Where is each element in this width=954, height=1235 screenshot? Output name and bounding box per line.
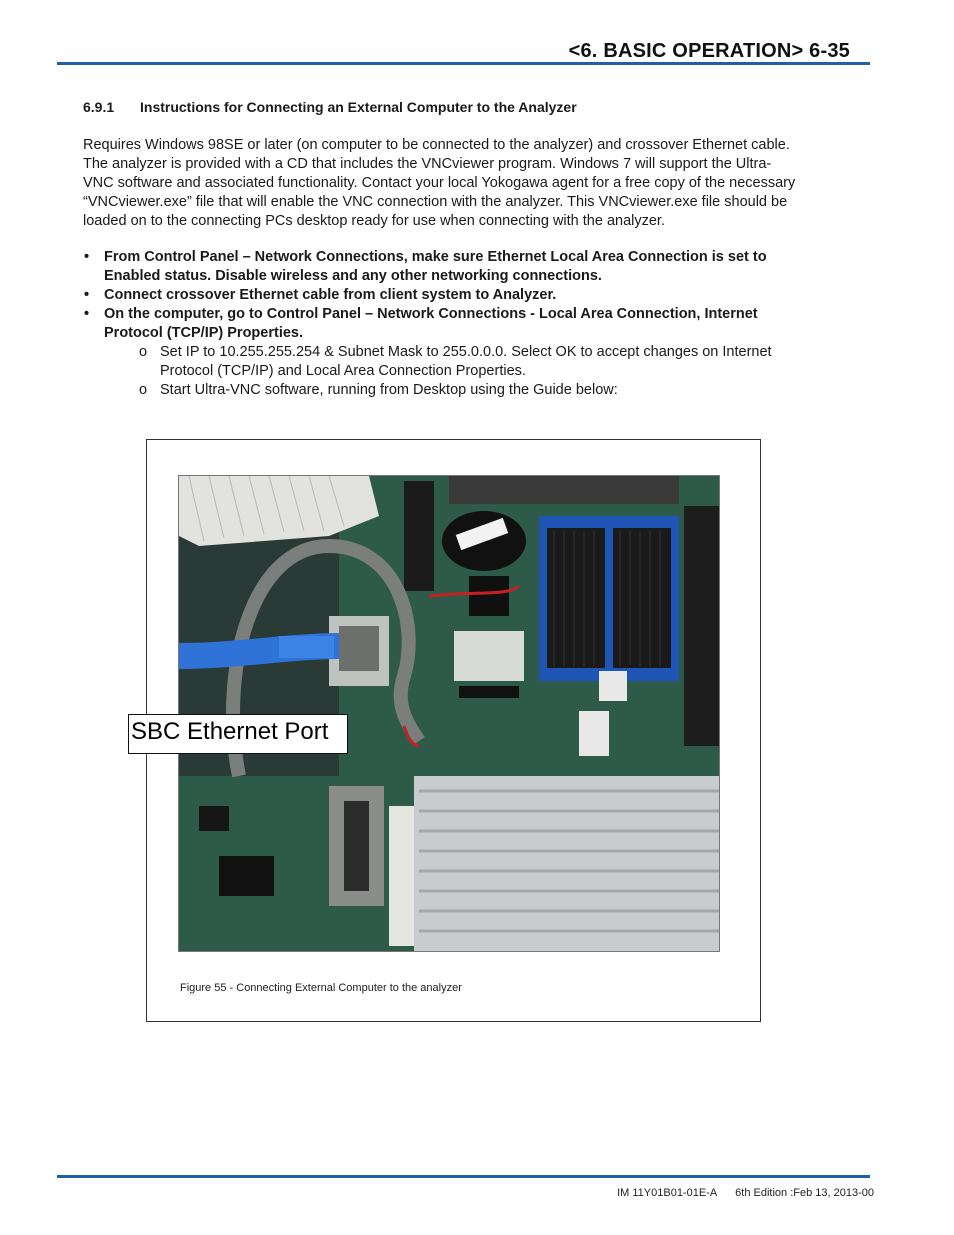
bullet-line: Connect crossover Ethernet cable from client system to Analyzer.: [104, 287, 557, 303]
bullet-line: On the computer, go to Control Panel – Network Connections - Local Area Connection, Internet: [104, 306, 758, 322]
intro-line: VNC software and associated functionality. Contact your local Yokogawa agent for a free copy of the necessary: [83, 175, 796, 191]
bullet-line: From Control Panel – Network Connections, make sure Ethernet Local Area Connection is set to: [104, 249, 767, 265]
version-label: [579, 711, 609, 756]
doc-id: IM 11Y01B01-01E-A: [617, 1187, 718, 1199]
sub-item-line: Set IP to 10.255.255.254 & Subnet Mask to 255.0.0.0. Select OK to accept changes on Internet: [160, 344, 772, 360]
intro-paragraph: [83, 136, 873, 231]
memory-heatsink-right: [613, 528, 671, 668]
sub-item: [83, 343, 853, 381]
page-footer: [617, 1187, 874, 1199]
lvds-connector: [389, 806, 414, 946]
memory-heatsink-left: [547, 528, 605, 668]
bullet-marker: •: [84, 249, 90, 265]
main-heatsink: [414, 776, 720, 952]
instruction-list: [83, 248, 853, 400]
bios-chip: [454, 631, 524, 681]
sub-item-marker: o: [139, 344, 148, 360]
sub-item-line: Protocol (TCP/IP) and Local Area Connection Properties.: [160, 363, 526, 379]
section-heading: [83, 99, 577, 115]
edition-info: 6th Edition :Feb 13, 2013-00: [735, 1187, 874, 1199]
bullet-line: Protocol (TCP/IP) Properties.: [104, 325, 303, 341]
chip-socket: [459, 686, 519, 698]
lower-ic: [219, 856, 274, 896]
lower-ic: [199, 806, 229, 831]
db-connector-pins: [344, 801, 369, 891]
bullet-marker: •: [84, 306, 90, 322]
rj45-boot: [279, 636, 334, 658]
section-number: 6.9.1: [83, 99, 115, 115]
version-label: [599, 671, 627, 701]
bullet-item: [83, 248, 853, 286]
bullet-marker: •: [84, 287, 90, 303]
top-connector: [449, 476, 679, 504]
figure-caption: Figure 55 - Connecting External Computer to the analyzer: [180, 982, 462, 994]
ethernet-port-opening: [339, 626, 379, 671]
bullet-line: Enabled status. Disable wireless and any other networking connections.: [104, 268, 602, 284]
sbc-ethernet-port-callout: SBC Ethernet Port: [128, 714, 348, 754]
intro-line: loaded on to the connecting PCs desktop ready for use when connecting with the analyzer.: [83, 213, 665, 229]
intro-line: The analyzer is provided with a CD that includes the VNCviewer program. Windows 7 will support the Ultra-: [83, 156, 772, 172]
side-connectors: [684, 506, 720, 746]
bullet-item: [83, 305, 853, 343]
sub-item: [83, 381, 853, 400]
footer-rule: [57, 1175, 870, 1178]
header-rule: [57, 62, 870, 65]
sub-item-line: Start Ultra-VNC software, running from Desktop using the Guide below:: [160, 382, 618, 398]
pin-header: [404, 481, 434, 591]
page-header-title: <6. BASIC OPERATION> 6-35: [568, 40, 850, 62]
bullet-item: [83, 286, 853, 305]
intro-line: Requires Windows 98SE or later (on computer to be connected to the analyzer) and crossover Ethernet cable.: [83, 137, 790, 153]
small-ic: [469, 576, 509, 616]
sub-item-marker: o: [139, 382, 148, 398]
section-title: Instructions for Connecting an External Computer to the Analyzer: [140, 99, 577, 115]
intro-line: “VNCviewer.exe” file that will enable the VNC connection with the analyzer. This VNCviewer.exe file should be: [83, 194, 788, 210]
